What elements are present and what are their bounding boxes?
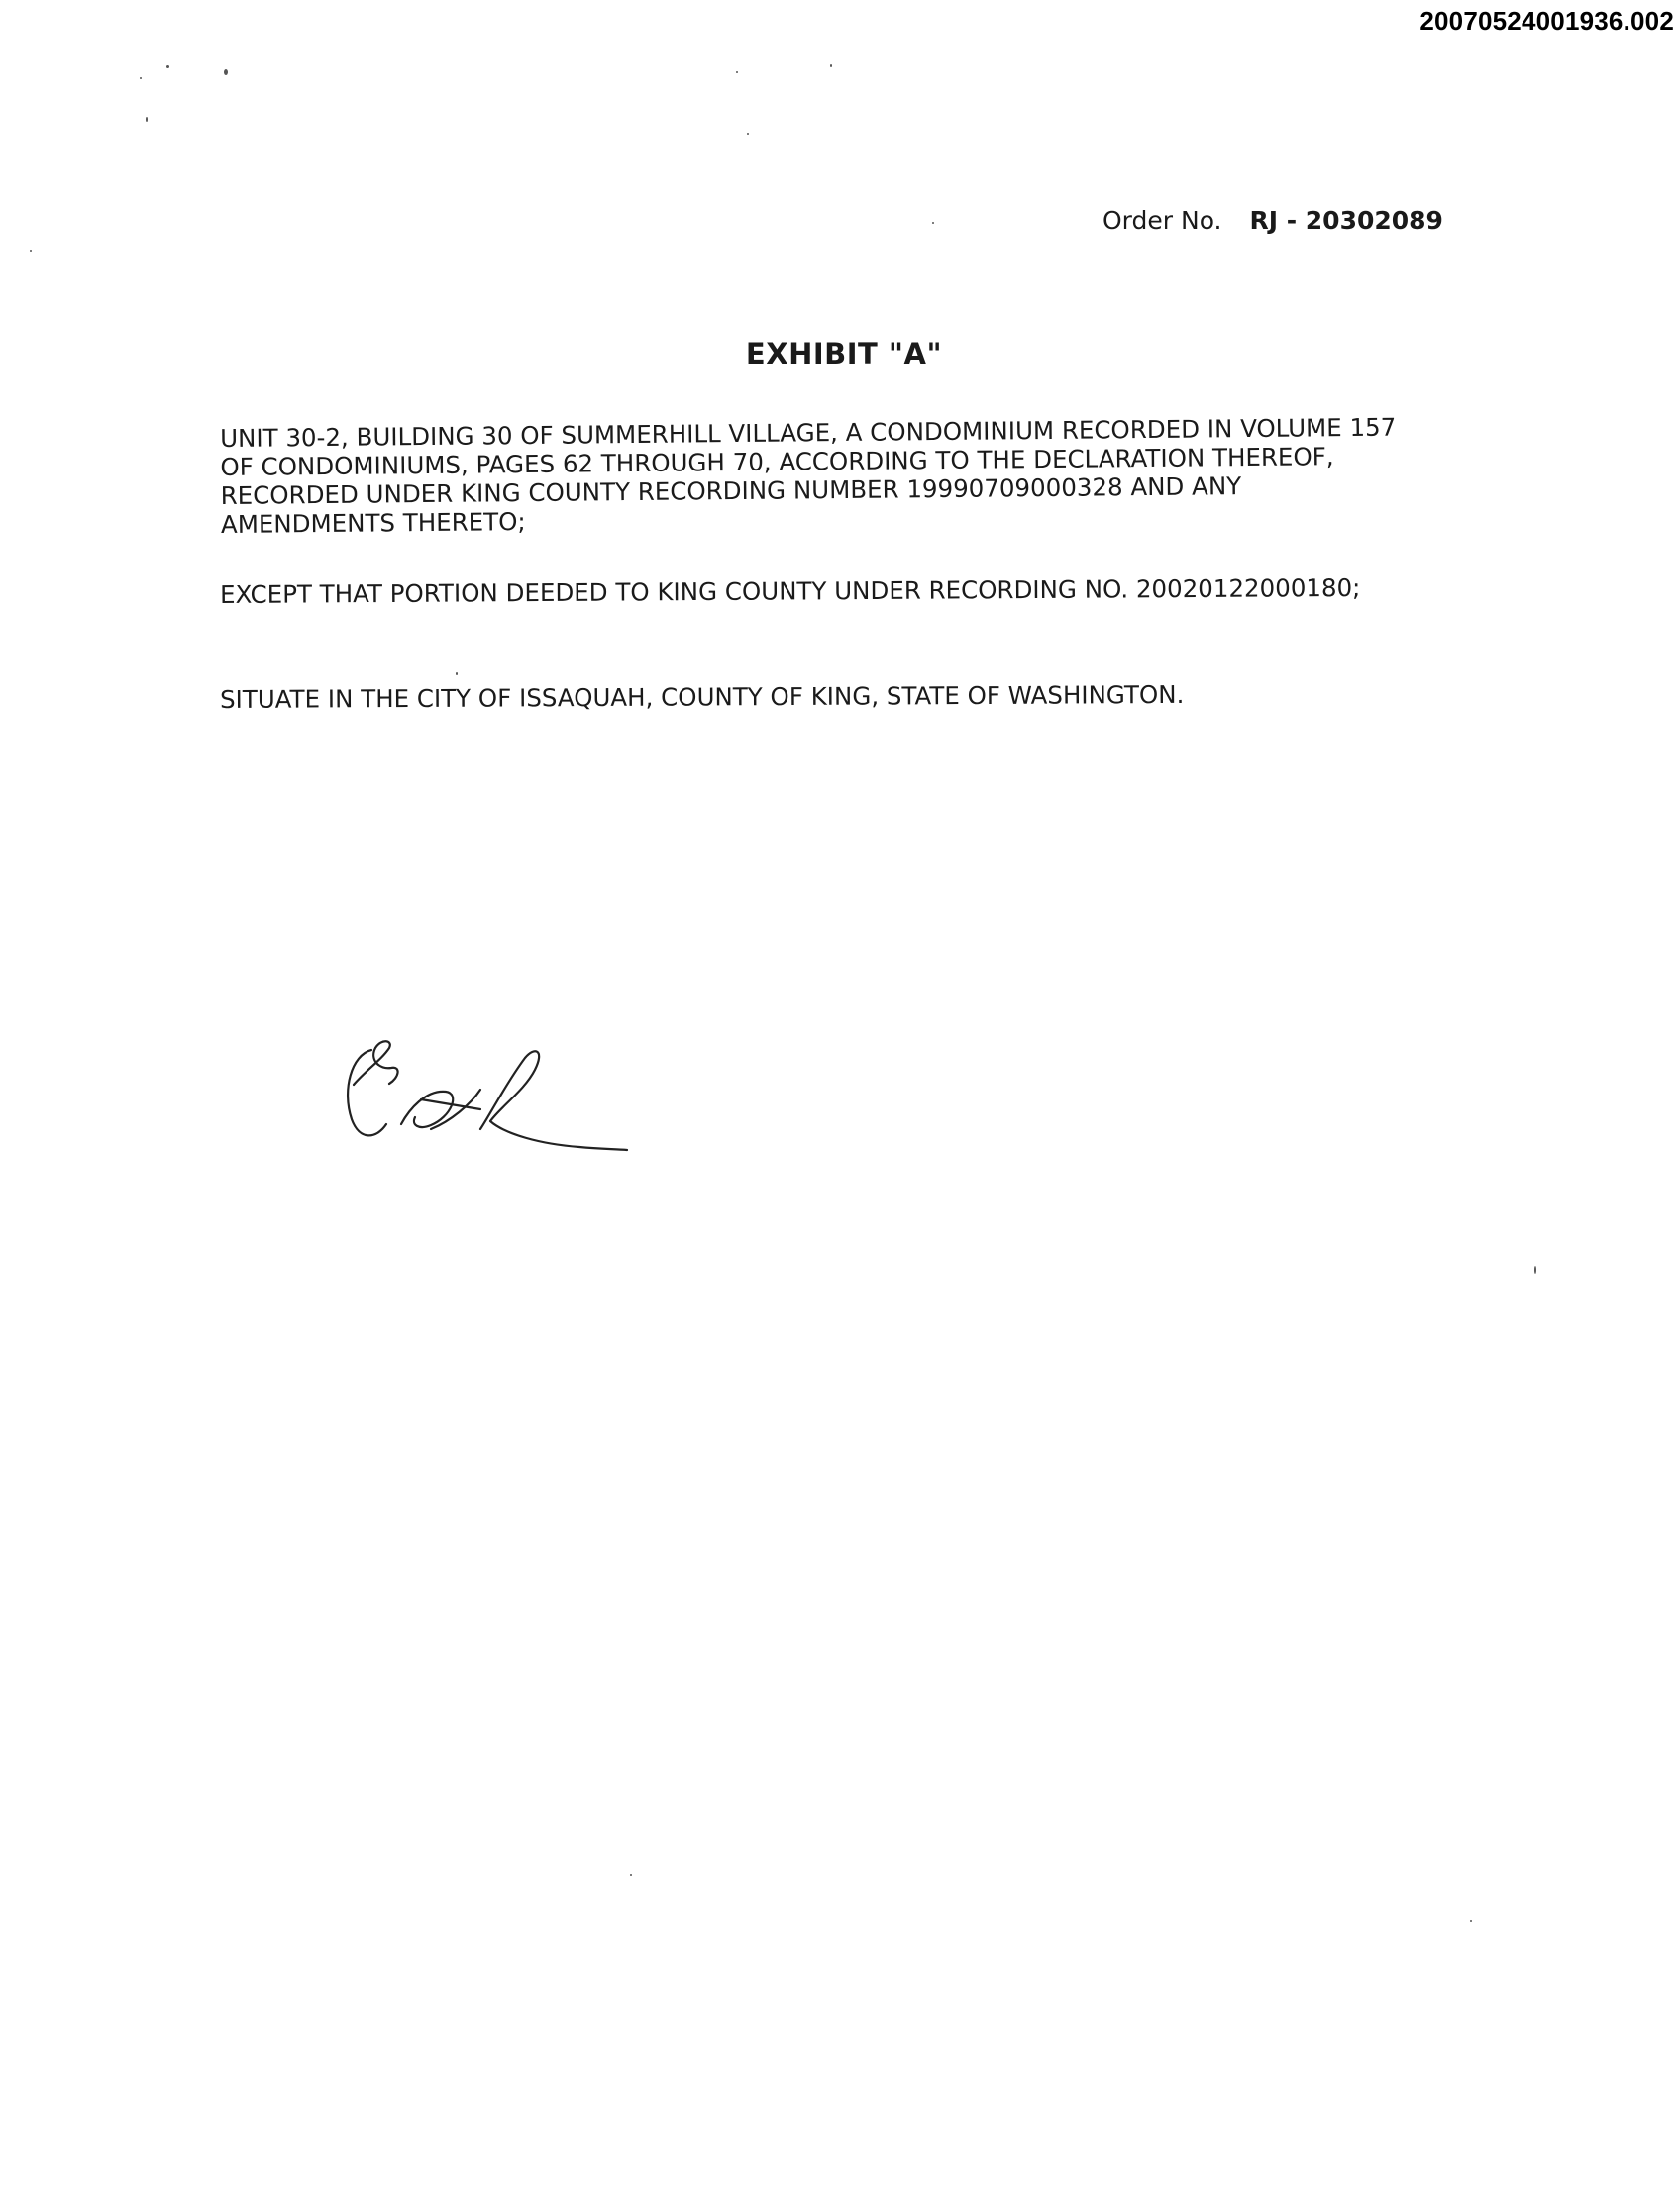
scan-speck: [736, 71, 738, 73]
scan-speck: [630, 1874, 632, 1876]
scan-speck: [224, 69, 228, 75]
legal-description-paragraph: [220, 412, 1479, 539]
exhibit-title: EXHIBIT "A": [745, 337, 943, 370]
exception-paragraph: EXCEPT THAT PORTION DEEDED TO KING COUNTY UNDER RECORDING NO. 20020122000180;: [220, 573, 1361, 609]
scan-speck: [747, 133, 749, 135]
order-number-line: [1102, 206, 1443, 235]
scan-speck: [30, 250, 32, 252]
scan-speck: [140, 77, 142, 79]
scan-speck: [146, 117, 148, 122]
legal-description-line: UNIT 30-2, BUILDING 30 OF SUMMERHILL VILLAGE, A CONDOMINIUM RECORDED IN VOLUME 157: [220, 412, 1397, 453]
situate-paragraph: SITUATE IN THE CITY OF ISSAQUAH, COUNTY OF KING, STATE OF WASHINGTON.: [220, 679, 1185, 714]
document-id: 20070524001936.002: [1419, 6, 1674, 36]
scan-speck: [932, 222, 934, 224]
scan-speck: [830, 64, 832, 67]
legal-description-line: RECORDED UNDER KING COUNTY RECORDING NUMBER 19990709000328 AND ANY: [220, 471, 1242, 510]
order-label: Order No.: [1102, 206, 1222, 235]
order-number: RJ - 20302089: [1249, 206, 1443, 235]
scan-speck: [1534, 1266, 1536, 1274]
legal-description-line: AMENDMENTS THERETO;: [220, 507, 526, 539]
handwritten-signature: [332, 1030, 629, 1159]
scan-speck: [166, 65, 169, 68]
scan-speck: [456, 672, 458, 675]
legal-description-line: OF CONDOMINIUMS, PAGES 62 THROUGH 70, ACCORDING TO THE DECLARATION THEREOF,: [220, 442, 1334, 481]
scan-speck: [1470, 1920, 1472, 1922]
